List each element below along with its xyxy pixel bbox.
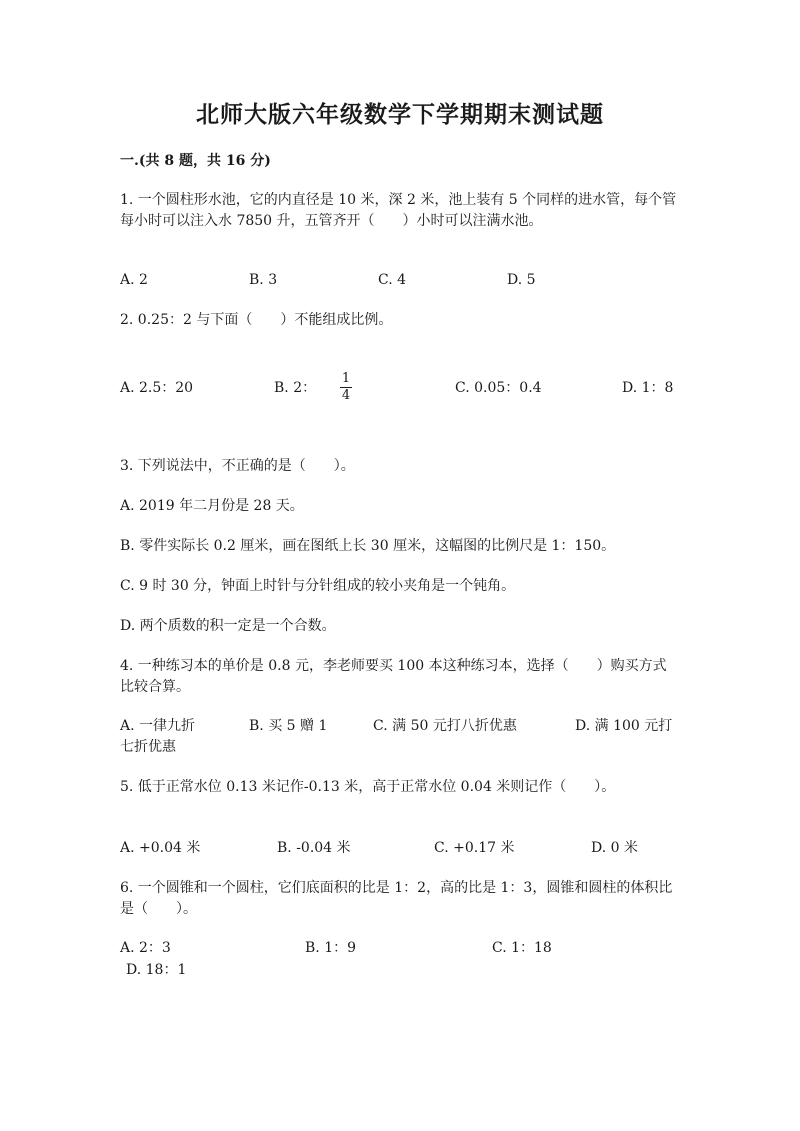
q2-fraction: [340, 372, 352, 403]
q3-option-d: D. 两个质数的积一定是一个合数。: [120, 618, 336, 634]
q1-option-b: B. 3: [249, 272, 278, 288]
q6-option-a: A. 2：3: [120, 940, 171, 956]
q2-option-a: A. 2.5：20: [120, 380, 194, 396]
q4-option-d: D. 满 100 元打: [575, 718, 673, 734]
q3-option-a: A. 2019 年二月份是 28 天。: [120, 498, 304, 514]
question-1: 1. 一个圆柱形水池，它的内直径是 10 米，深 2 米，池上装有 5 个同样的进水管，每个管每小时可以注入水 7850 升，五管齐开（ ）小时可以注满水池。: [120, 192, 677, 229]
q6-option-b: B. 1：9: [305, 940, 357, 956]
q4-option-d-cont: 七折优惠: [120, 739, 176, 755]
q2-option-c: C. 0.05：0.4: [455, 380, 542, 396]
q1-option-d: D. 5: [507, 272, 536, 288]
q4-option-a: A. 一律九折: [120, 718, 196, 734]
q6-option-c: C. 1：18: [492, 940, 552, 956]
q1-option-a: A. 2: [120, 272, 148, 288]
page-title: 北师大版六年级数学下学期期末测试题: [196, 101, 604, 128]
q4-option-b: B. 买 5 赠 1: [249, 718, 328, 734]
q2-option-b: B. 2：: [274, 380, 317, 396]
fraction-numerator: 1: [341, 371, 351, 386]
q5-option-b: B. -0.04 米: [277, 840, 351, 856]
q5-option-c: C. +0.17 米: [434, 840, 515, 856]
q1-option-c: C. 4: [378, 272, 407, 288]
question-5: 5. 低于正常水位 0.13 米记作-0.13 米，高于正常水位 0.04 米则记作（ ）。: [120, 779, 616, 795]
q5-option-d: D. 0 米: [591, 840, 638, 856]
q4-option-c: C. 满 50 元打八折优惠: [373, 718, 517, 734]
q3-option-b: B. 零件实际长 0.2 厘米，画在图纸上长 30 厘米，这幅图的比例尺是 1：150。: [120, 538, 616, 554]
question-6: 6. 一个圆锥和一个圆柱，它们底面积的比是 1：2，高的比是 1：3，圆锥和圆柱的体积比是（ ）。: [120, 880, 673, 917]
question-2: 2. 0.25：2 与下面（ ）不能组成比例。: [120, 312, 393, 328]
section-heading: 一.(共 8 题，共 16 分): [120, 153, 271, 169]
question-4: 4. 一种练习本的单价是 0.8 元，李老师要买 100 本这种练习本，选择（ ）购买方式比较合算。: [120, 658, 667, 695]
q5-option-a: A. +0.04 米: [120, 840, 201, 856]
q3-option-c: C. 9 时 30 分，钟面上时针与分针组成的较小夹角是一个钝角。: [120, 578, 516, 594]
q6-option-d: D. 18：1: [126, 962, 187, 978]
fraction-denominator: 4: [341, 388, 351, 403]
question-3: 3. 下列说法中，不正确的是（ ）。: [120, 458, 355, 474]
q2-option-d: D. 1：8: [622, 380, 674, 396]
